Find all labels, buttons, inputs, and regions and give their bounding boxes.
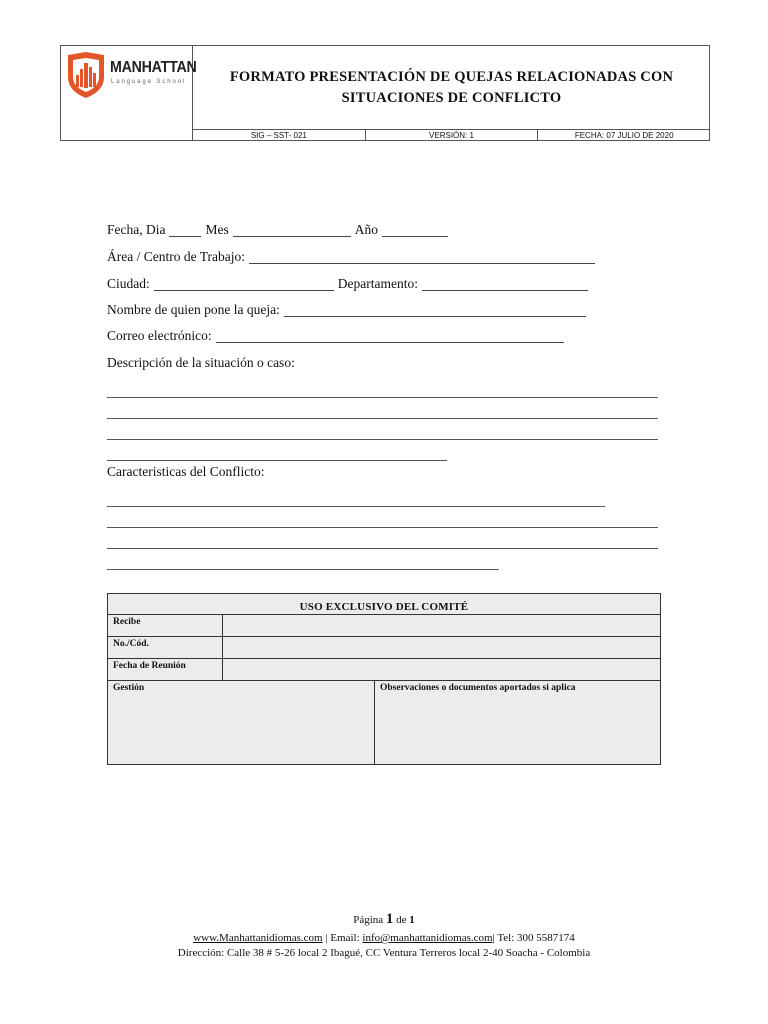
document-header [60, 45, 710, 141]
committee-row-recibe [108, 615, 660, 637]
descripcion-rule-1[interactable] [107, 397, 658, 398]
area-line [107, 249, 599, 265]
departamento-field[interactable] [422, 279, 588, 291]
page-number [0, 912, 768, 927]
document-code: SIG – SST- 021 [193, 130, 366, 141]
committee-table [107, 593, 661, 765]
column-divider [374, 681, 375, 764]
caracteristicas-rule-1[interactable] [107, 506, 605, 507]
document-version: VERSIÓN: 1 [366, 130, 539, 141]
manhattan-logo-icon [65, 51, 107, 99]
caracteristicas-rule-2[interactable] [107, 527, 658, 528]
tel-text: | Tel: 300 5587174 [492, 932, 575, 944]
nombre-line [107, 302, 590, 318]
logo-cell [61, 46, 197, 141]
caracteristicas-rule-3[interactable] [107, 548, 658, 549]
page-total: 1 [409, 914, 415, 926]
descripcion-rule-3[interactable] [107, 439, 658, 440]
address-line: Dirección: Calle 38 # 5-26 local 2 Ibagué, CC Ventura Terreros local 2-40 Soacha - Colombia [177, 947, 591, 959]
website-link[interactable]: www.Manhattanidiomas.com [193, 932, 323, 944]
correo-line [107, 328, 568, 344]
fecha-reunion-label: Fecha de Reunión [113, 661, 186, 671]
of-word: de [396, 914, 407, 926]
email-link[interactable]: info@manhattanidiomas.com [362, 932, 493, 944]
caracteristicas-label: Caracteristicas del Conflicto: [107, 464, 265, 479]
page-word: Página [353, 914, 384, 926]
ciudad-label: Ciudad: [107, 276, 150, 291]
dia-field[interactable] [169, 225, 201, 237]
document-meta-row [193, 129, 710, 141]
committee-bottom-row [108, 681, 660, 764]
email-label: | Email: [325, 932, 360, 944]
anio-label: Año [354, 222, 378, 237]
mes-label: Mes [205, 222, 229, 237]
logo-subtitle: Language School [111, 79, 187, 85]
mes-field[interactable] [233, 225, 351, 237]
departamento-label: Departamento: [337, 276, 418, 291]
committee-row-fecha-reunion [108, 659, 660, 681]
caracteristicas-line [107, 464, 264, 480]
row-divider [222, 637, 223, 658]
caracteristicas-rule-4[interactable] [107, 569, 499, 570]
gestion-label: Gestión [113, 683, 145, 693]
nocod-label: No./Cód. [113, 639, 149, 649]
observaciones-label: Observaciones o documentos aportados si aplica [380, 683, 576, 693]
correo-field[interactable] [216, 331, 564, 343]
logo-name: MANHATTAN [110, 59, 197, 76]
descripcion-line [107, 355, 295, 371]
descripcion-label: Descripción de la situación o caso: [107, 355, 295, 370]
document-date: FECHA: 07 JULIO DE 2020 [574, 131, 674, 140]
anio-field[interactable] [382, 225, 448, 237]
document-title: FORMATO PRESENTACIÓN DE QUEJAS RELACIONADAS CON SITUACIONES DE CONFLICTO [229, 68, 674, 106]
page-num: 1 [385, 911, 394, 927]
recibe-label: Recibe [113, 617, 141, 627]
nombre-field[interactable] [284, 305, 586, 317]
date-line [107, 222, 452, 238]
row-divider [222, 615, 223, 636]
ciudad-field[interactable] [154, 279, 334, 291]
descripcion-rule-2[interactable] [107, 418, 658, 419]
committee-row-nocod [108, 637, 660, 659]
ciudad-line [107, 276, 592, 292]
area-label: Área / Centro de Trabajo: [107, 249, 245, 264]
contact-line [0, 931, 768, 945]
row-divider [222, 659, 223, 680]
correo-label: Correo electrónico: [107, 328, 212, 343]
committee-title: USO EXCLUSIVO DEL COMITÉ [108, 594, 660, 615]
fecha-dia-label: Fecha, Dia [107, 222, 166, 237]
descripcion-rule-4[interactable] [107, 460, 447, 461]
area-field[interactable] [249, 252, 595, 264]
nombre-label: Nombre de quien pone la queja: [107, 302, 280, 317]
